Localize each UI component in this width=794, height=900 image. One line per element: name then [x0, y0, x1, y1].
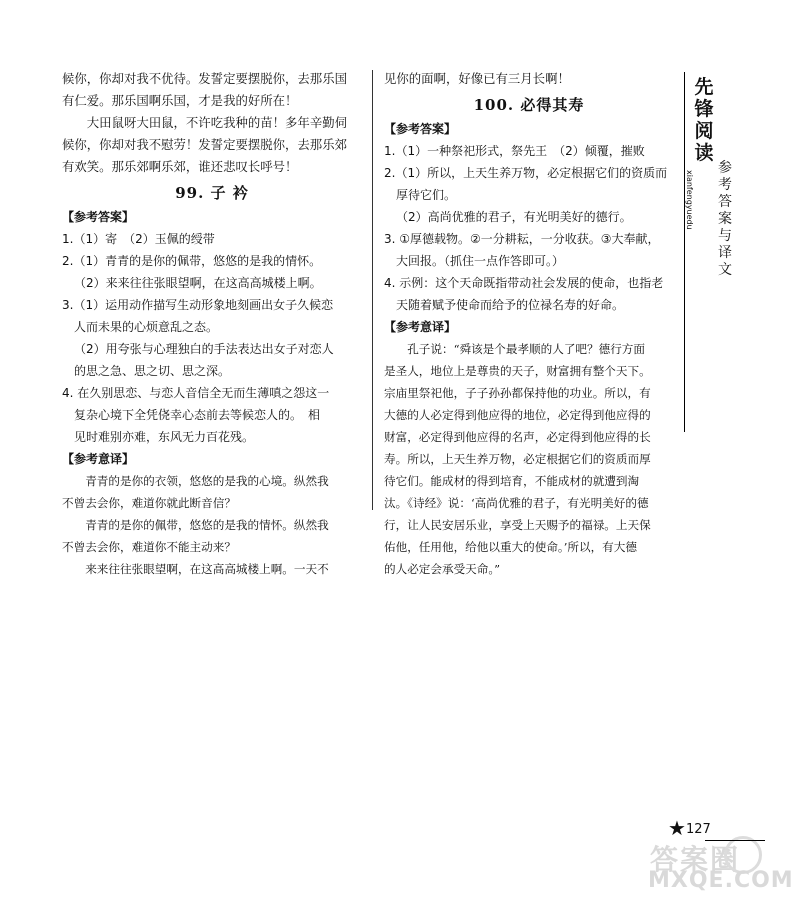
answer-line: 见时难别亦难，东风无力百花残。 — [74, 430, 255, 444]
watermark-bottom: MXQE.COM — [648, 868, 794, 893]
right-intro-line: 见你的面啊，好像已有三月长啊！ — [384, 71, 570, 86]
label-char: 译 — [718, 245, 732, 261]
translation-line: 的人必定会承受天命。” — [384, 562, 501, 576]
translation-heading: 【参考意译】 — [384, 320, 457, 334]
answer-line: 3. ①厚德载物。②一分耕耘，一分收获。③大奉献， — [384, 232, 660, 246]
section-title-99: 99. 子 衿 — [175, 184, 249, 202]
page-number: 127 — [686, 822, 711, 837]
translation-line: 来来往往张眼望啊，在这高高城楼上啊。一天不 — [85, 562, 329, 576]
left-intro-line: 有仁爱。那乐国啊乐国，才是我的好所在！ — [62, 93, 298, 108]
translation-line: 财富，必定得到他应得的名声，必定得到他应得的长 — [384, 430, 651, 444]
translation-line: 大德的人必定得到他应得的地位，必定得到他应得的 — [384, 408, 651, 422]
answer-line: 大回报。（抓住一点作答即可。） — [396, 254, 565, 268]
left-intro-line: 候你，你却对我不优待。发誓定要摆脱你，去那乐国 — [62, 71, 347, 86]
brand-char: 读 — [694, 142, 714, 164]
translation-line: 孔子说：“舜该是个最孝顺的人了吧？德行方面 — [407, 342, 645, 356]
answer-line: 复杂心境下全凭侥幸心态前去等候恋人的。 相 — [74, 408, 321, 422]
translation-line: 待它们。能成材的得到培育，不能成材的就遭到淘 — [384, 474, 640, 488]
translation-line: 行，让人民安居乐业，享受上天赐予的福禄。上天保 — [384, 518, 651, 532]
watermark-top: 答案圈 — [650, 843, 741, 876]
label-char: 与 — [718, 228, 732, 244]
label-char: 参 — [718, 160, 732, 176]
answer-line: 的思之急、思之切、思之深。 — [74, 364, 231, 378]
right-column — [384, 68, 674, 580]
translation-heading: 【参考意译】 — [62, 452, 135, 466]
brand-char: 锋 — [694, 98, 714, 120]
brand-char: 先 — [694, 76, 714, 98]
brand-title — [691, 76, 717, 164]
answer-line: 4. 示例：这个天命既指带动社会发展的使命，也指老 — [384, 276, 664, 290]
translation-line: 青青的是你的衣领，悠悠的是我的心境。纵然我 — [85, 474, 329, 488]
answer-line: 1.（1）一种祭祀形式，祭先王 （2）倾覆，摧败 — [384, 144, 645, 158]
answers-heading: 【参考答案】 — [384, 122, 457, 136]
answers-heading: 【参考答案】 — [62, 210, 135, 224]
label-char: 考 — [718, 177, 732, 193]
left-intro-line: 有欢笑。那乐郊啊乐郊，谁还悲叹长呼号！ — [62, 159, 298, 174]
translation-line: 佑他，任用他，给他以重大的使命。’所以，有大德 — [384, 540, 637, 554]
answer-line: 天随着赋予使命而给予的位禄名寿的好命。 — [396, 298, 625, 312]
answer-line: 2.（1）所以，上天生养万物，必定根据它们的资质而 — [384, 166, 668, 180]
answer-line: 厚待它们。 — [396, 188, 457, 202]
answer-line: （2）用夸张与心理独白的手法表达出女子对恋人 — [74, 342, 334, 356]
left-column — [62, 68, 362, 580]
translation-line: 不曾去会你，难道你不能主动来？ — [62, 540, 236, 554]
translation-line: 青青的是你的佩带，悠悠的是我的情怀。纵然我 — [85, 518, 329, 532]
answer-line: 1.（1）寄 （2）玉佩的绶带 — [62, 232, 215, 246]
answer-line: （2）来来往往张眼望啊，在这高高城楼上啊。 — [74, 276, 322, 290]
left-intro-line: 候你，你却对我不慰劳！发誓定要摆脱你，去那乐郊 — [62, 137, 347, 152]
answer-line: 人而未果的心烦意乱之态。 — [74, 320, 219, 334]
translation-line: 宗庙里祭祀他，子子孙孙都保持他的功业。所以，有 — [384, 386, 651, 400]
answer-line: 4. 在久别思恋、与恋人音信全无而生薄嗔之怨这一 — [62, 386, 330, 400]
page-number-underline — [705, 840, 765, 841]
left-intro-line: 大田鼠呀大田鼠，不许吃我种的苗！多年辛勤伺 — [86, 115, 347, 130]
brand-pinyin: xianfengyuedu — [685, 170, 694, 230]
translation-line: 是圣人，地位上是尊贵的天子，财富拥有整个天下。 — [384, 364, 651, 378]
brand-char: 阅 — [694, 120, 714, 142]
translation-line: 不曾去会你，难道你就此断音信？ — [62, 496, 236, 510]
label-char: 答 — [718, 194, 732, 210]
answer-line: 3.（1）运用动作描写生动形象地刻画出女子久候恋 — [62, 298, 334, 312]
column-divider — [372, 70, 373, 510]
answer-line: 2.（1）青青的是你的佩带，悠悠的是我的情怀。 — [62, 254, 322, 268]
star-icon: ★ — [668, 816, 686, 840]
sidebar-section-label — [716, 160, 734, 279]
section-title-100: 100. 必得其寿 — [473, 96, 585, 114]
answer-line: （2）高尚优雅的君子，有光明美好的德行。 — [396, 210, 632, 224]
label-char: 文 — [718, 262, 732, 278]
translation-line: 寿。所以，上天生养万物，必定根据它们的资质而厚 — [384, 452, 651, 466]
label-char: 案 — [718, 211, 732, 227]
translation-line: 汰。《诗经》说：‘高尚优雅的君子，有光明美好的德 — [384, 496, 649, 510]
